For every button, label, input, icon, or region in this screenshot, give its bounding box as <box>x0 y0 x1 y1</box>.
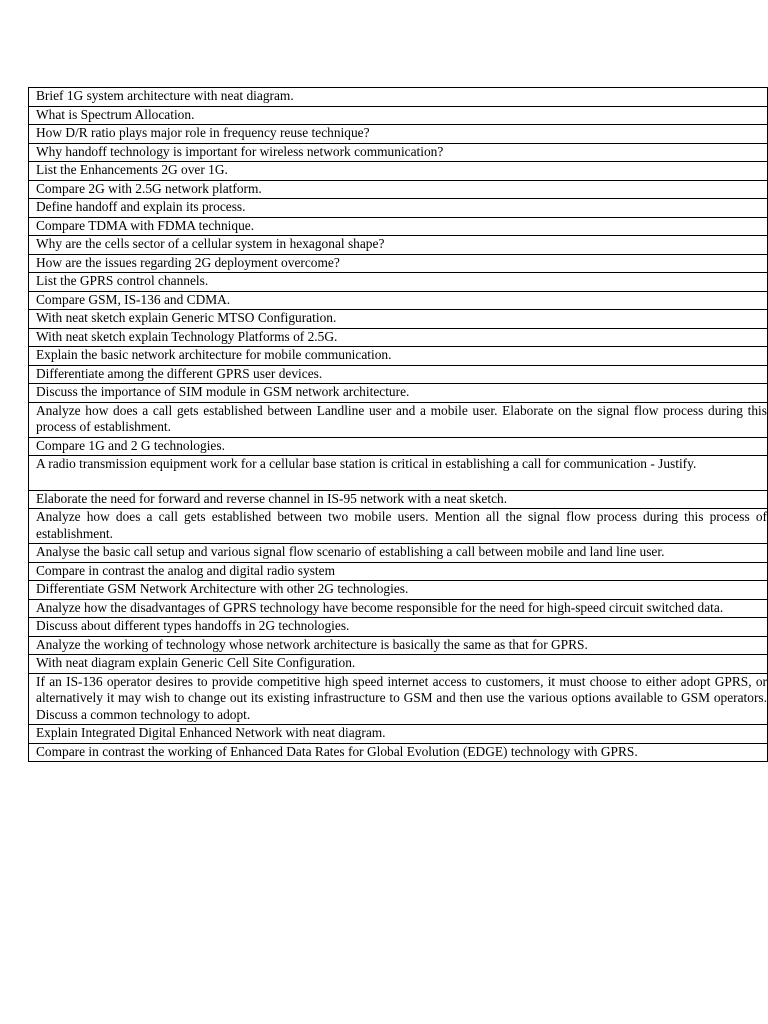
question-cell: If an IS-136 operator desires to provide competitive high speed internet access to customers, it must choose to either adopt GPRS, or alternatively it may wish to change out its existing infrastructure to GSM and then use the various options available to GSM operators. Discuss a common technology to adopt. <box>29 673 768 725</box>
table-row <box>29 618 768 637</box>
question-cell: With neat sketch explain Generic MTSO Configuration. <box>29 310 768 329</box>
question-cell: With neat diagram explain Generic Cell Site Configuration. <box>29 655 768 674</box>
table-row <box>29 347 768 366</box>
table-row <box>29 456 768 491</box>
table-row <box>29 725 768 744</box>
question-cell: How are the issues regarding 2G deployment overcome? <box>29 254 768 273</box>
table-row <box>29 743 768 762</box>
question-cell: List the Enhancements 2G over 1G. <box>29 162 768 181</box>
question-cell: Discuss the importance of SIM module in GSM network architecture. <box>29 384 768 403</box>
table-row <box>29 562 768 581</box>
question-cell: Discuss about different types handoffs in 2G technologies. <box>29 618 768 637</box>
table-row <box>29 384 768 403</box>
question-cell: Analyze how does a call gets established between two mobile users. Mention all the signal flow process during this process of establishment. <box>29 509 768 544</box>
table-row <box>29 544 768 563</box>
table-row <box>29 636 768 655</box>
question-cell: Analyse the basic call setup and various signal flow scenario of establishing a call between mobile and land line user. <box>29 544 768 563</box>
table-row <box>29 236 768 255</box>
question-cell: Define handoff and explain its process. <box>29 199 768 218</box>
question-cell: Compare 2G with 2.5G network platform. <box>29 180 768 199</box>
table-row <box>29 106 768 125</box>
question-cell: Elaborate the need for forward and reverse channel in IS-95 network with a neat sketch. <box>29 490 768 509</box>
question-cell: A radio transmission equipment work for a cellular base station is critical in establishing a call for communication - Justify. <box>29 456 768 491</box>
table-row <box>29 365 768 384</box>
table-row <box>29 599 768 618</box>
table-row <box>29 310 768 329</box>
table-row <box>29 291 768 310</box>
question-cell: Differentiate GSM Network Architecture with other 2G technologies. <box>29 581 768 600</box>
table-row <box>29 509 768 544</box>
table-row <box>29 199 768 218</box>
question-cell: Compare GSM, IS-136 and CDMA. <box>29 291 768 310</box>
question-cell: Why are the cells sector of a cellular system in hexagonal shape? <box>29 236 768 255</box>
question-cell: Why handoff technology is important for wireless network communication? <box>29 143 768 162</box>
question-cell: List the GPRS control channels. <box>29 273 768 292</box>
table-row <box>29 143 768 162</box>
table-row <box>29 180 768 199</box>
table-row <box>29 402 768 437</box>
questions-table <box>28 87 768 762</box>
question-cell: Explain the basic network architecture for mobile communication. <box>29 347 768 366</box>
table-row <box>29 254 768 273</box>
table-row <box>29 125 768 144</box>
question-cell: With neat sketch explain Technology Platforms of 2.5G. <box>29 328 768 347</box>
table-row <box>29 655 768 674</box>
table-row <box>29 217 768 236</box>
questions-table-body <box>29 88 768 762</box>
question-cell: Explain Integrated Digital Enhanced Network with neat diagram. <box>29 725 768 744</box>
question-cell: Analyze the working of technology whose network architecture is basically the same as that for GPRS. <box>29 636 768 655</box>
question-cell: Compare TDMA with FDMA technique. <box>29 217 768 236</box>
question-cell: Differentiate among the different GPRS user devices. <box>29 365 768 384</box>
table-row <box>29 673 768 725</box>
table-row <box>29 328 768 347</box>
question-cell: How D/R ratio plays major role in frequency reuse technique? <box>29 125 768 144</box>
question-cell: Analyze how the disadvantages of GPRS technology have become responsible for the need for high-speed circuit switched data. <box>29 599 768 618</box>
question-cell: Brief 1G system architecture with neat diagram. <box>29 88 768 107</box>
table-row <box>29 88 768 107</box>
question-cell: Compare in contrast the analog and digital radio system <box>29 562 768 581</box>
question-cell: Compare 1G and 2 G technologies. <box>29 437 768 456</box>
table-row <box>29 273 768 292</box>
table-row <box>29 437 768 456</box>
table-row <box>29 490 768 509</box>
question-cell: What is Spectrum Allocation. <box>29 106 768 125</box>
table-row <box>29 162 768 181</box>
table-row <box>29 581 768 600</box>
question-cell: Analyze how does a call gets established between Landline user and a mobile user. Elaborate on the signal flow process during this process of establishment. <box>29 402 768 437</box>
question-cell: Compare in contrast the working of Enhanced Data Rates for Global Evolution (EDGE) technology with GPRS. <box>29 743 768 762</box>
